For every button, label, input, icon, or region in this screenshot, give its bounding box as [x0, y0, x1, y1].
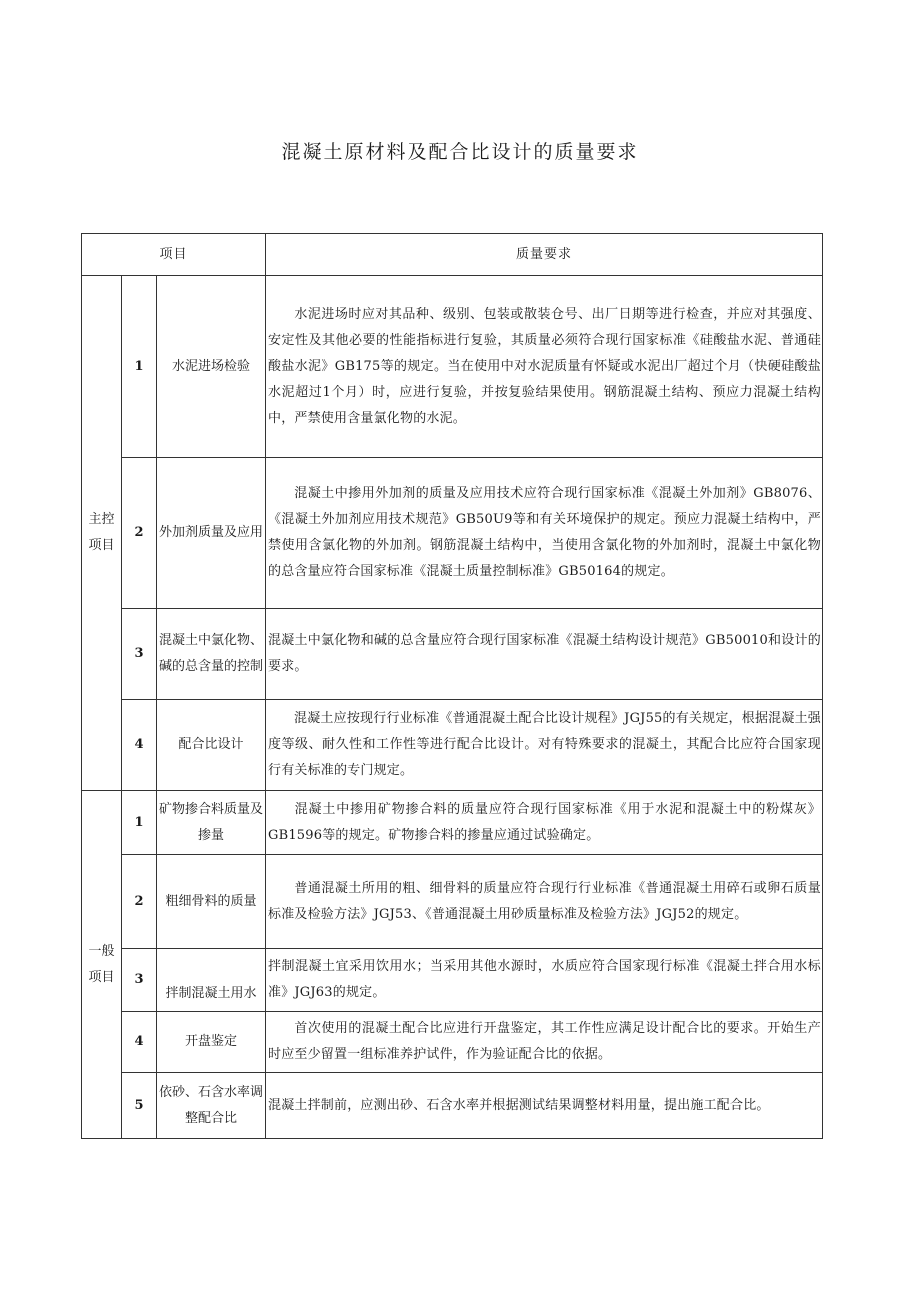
table-row [82, 700, 823, 791]
row-requirement: 混凝土中掺用外加剂的质量及应用技术应符合现行国家标准《混凝土外加剂》GB8076、《混凝土外加剂应用技术规范》GB50U9等和有关环境保护的规定。预应力混凝土结构中，严禁使用含氯化物的外加剂。钢筋混凝土结构中，当使用含氯化物的外加剂时，混凝土中氯化物的总含量应符合国家标准《混凝土质量控制标准》GB50164的规定。 [266, 458, 823, 609]
row-number: 5 [122, 1073, 157, 1139]
table-row [82, 458, 823, 609]
row-number: 4 [122, 1012, 157, 1073]
row-number: 4 [122, 700, 157, 791]
row-number: 3 [122, 949, 157, 1012]
row-item: 依砂、石含水率调整配合比 [157, 1073, 266, 1139]
category-main-control: 主控项目 [82, 276, 122, 791]
page-title: 混凝土原材料及配合比设计的质量要求 [281, 140, 639, 163]
row-requirement: 普通混凝土所用的粗、细骨料的质量应符合现行行业标准《普通混凝土用碎石或卵石质量标准及检验方法》JGJ53、《普通混凝土用砂质量标准及检验方法》JGJ52的规定。 [266, 855, 823, 949]
table-row [82, 855, 823, 949]
row-item: 粗细骨料的质量 [157, 855, 266, 949]
header-requirement: 质量要求 [266, 234, 823, 276]
row-number: 2 [122, 855, 157, 949]
row-requirement: 混凝土中氯化物和碱的总含量应符合现行国家标准《混凝土结构设计规范》GB50010和设计的要求。 [266, 609, 823, 700]
row-item: 矿物掺合料质量及掺量 [157, 791, 266, 855]
table-header-row [82, 234, 823, 276]
row-requirement: 混凝土拌制前，应测出砂、石含水率并根据测试结果调整材料用量，提出施工配合比。 [266, 1073, 823, 1139]
table-row [82, 791, 823, 855]
row-number: 3 [122, 609, 157, 700]
table-row [82, 1073, 823, 1139]
table-row [82, 949, 823, 1012]
table-row [82, 1012, 823, 1073]
table-row [82, 276, 823, 458]
table-row [82, 609, 823, 700]
row-item: 拌制混凝土用水 [157, 949, 266, 1012]
row-item: 外加剂质量及应用 [157, 458, 266, 609]
row-number: 1 [122, 791, 157, 855]
header-item: 项目 [82, 234, 266, 276]
row-requirement: 混凝土应按现行行业标准《普通混凝土配合比设计规程》JGJ55的有关规定，根据混凝土强度等级、耐久性和工作性等进行配合比设计。对有特殊要求的混凝土，其配合比应符合国家现行有关标准的专门规定。 [266, 700, 823, 791]
row-number: 1 [122, 276, 157, 458]
quality-requirements-table [81, 233, 823, 1139]
row-number: 2 [122, 458, 157, 609]
row-requirement: 拌制混凝土宜采用饮用水；当采用其他水源时，水质应符合国家现行标准《混凝土拌合用水标准》JGJ63的规定。 [266, 949, 823, 1012]
row-item: 开盘鉴定 [157, 1012, 266, 1073]
row-item: 水泥进场检验 [157, 276, 266, 458]
row-requirement: 混凝土中掺用矿物掺合料的质量应符合现行国家标准《用于水泥和混凝土中的粉煤灰》GB1596等的规定。矿物掺合料的掺量应通过试验确定。 [266, 791, 823, 855]
row-item: 混凝土中氯化物、碱的总含量的控制 [157, 609, 266, 700]
row-item: 配合比设计 [157, 700, 266, 791]
row-requirement: 水泥进场时应对其品种、级别、包装或散装仓号、出厂日期等进行检查，并应对其强度、安定性及其他必要的性能指标进行复验，其质量必须符合现行国家标准《硅酸盐水泥、普通硅酸盐水泥》GB175等的规定。当在使用中对水泥质量有怀疑或水泥出厂超过个月（快硬硅酸盐水泥超过1个月）时，应进行复验，并按复验结果使用。钢筋混凝土结构、预应力混凝土结构中，严禁使用含量氯化物的水泥。 [266, 276, 823, 458]
row-requirement: 首次使用的混凝土配合比应进行开盘鉴定，其工作性应满足设计配合比的要求。开始生产时应至少留置一组标准养护试件，作为验证配合比的依据。 [266, 1012, 823, 1073]
category-general: 一般项目 [82, 791, 122, 1139]
